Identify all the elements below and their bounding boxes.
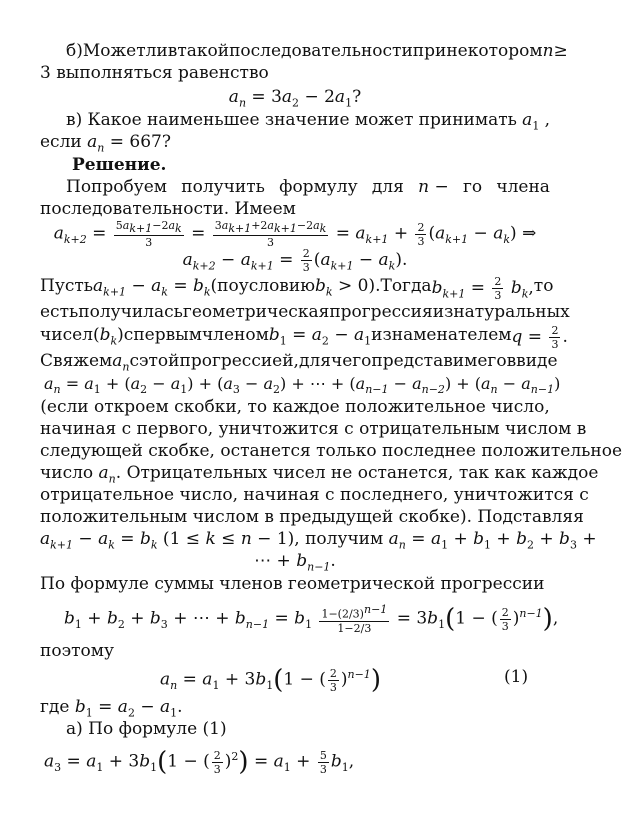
text-line-2: 3 выполняться равенство <box>40 63 269 83</box>
formula-line-15: $a_n = a_1 + (a_2 - a_1) + (a_3 - a_2)$ + ⋯ + $(a_{n-1} - a_{n-2}) + (a_n - a_{n-1})$ <box>44 374 561 397</box>
text-line-17: начиная с первого, уничтожится с отрицательным числом в <box>40 419 587 439</box>
formula-line-25: $b_1 + b_2 + b_3$ + ⋯ + $b_{n-1} = b_1$ $\frac{1-(2/3)^{n-1}}{1-2/3}$ = $3b_1(1$ − ( $\frac{2}{3}$ )$^{n-1}$), <box>64 603 559 635</box>
solution-heading: Решение. <box>72 155 167 175</box>
text-line-1: б) Может ли в такой последовательности при некотором n≥ <box>66 41 568 61</box>
text-line-21: положительным числом в предыдущей скобке). Подставляя <box>40 507 584 527</box>
formula-line-10: $a_{k+2} - a_{k+1}$ = $\frac{2}{3}$ $(a_{k+1} - a_k)$. <box>182 247 408 274</box>
equation-number: (1) <box>504 667 529 687</box>
formula-line-9: $a_{k+2}$ = $\frac{5a_{k+1}-2a_k}{3}$ = $\frac{3a_{k+1}+2a_{k+1}-2a_k}{3}$ = $a_{k+1}$ + $\frac{2}{3}$ $(a_{k+1} - a_k)$ ⇒ <box>53 219 537 250</box>
text-line-12: есть получилась геометрическая прогрессия из натуральных <box>40 302 570 322</box>
text-line-13: чисел $(b_k)$ с первым членом $b_1 = a_2 - a_1$ и знаменателем q = $\frac{2}{3}$ . <box>40 324 568 351</box>
text-line-14: Свяжем $a_n$ с этой прогрессией, для чего представим его в виде <box>40 351 558 374</box>
text-line-11: Пусть $a_{k+1} - a_k = b_k$ (по условию $b_k > 0$). Тогда $b_{k+1}$ = $\frac{2}{3}$ $b_k$, то <box>40 275 554 302</box>
text-line-29: а) По формуле (1) <box>66 719 227 739</box>
formula-line-27: $a_n = a_1 + 3b_1(1$ − ( $\frac{2}{3}$ )$^{n-1}$) <box>160 665 381 696</box>
text-line-19: число $a_n$. Отрицательных чисел не останется, так как каждое <box>40 463 599 486</box>
text-line-4: в) Какое наименьшее значение может принимать $a_1$ , <box>66 110 550 133</box>
text-line-7: Попробуем получить формулу для n − го члена <box>66 177 550 197</box>
formula-line-3: $a_n = 3a_2 - 2a_1$? <box>228 87 362 110</box>
text-line-28: где $b_1 = a_2 - a_1$. <box>40 697 183 720</box>
text-line-24: По формуле суммы членов геометрической прогрессии <box>40 574 545 594</box>
formula-line-22: $a_{k+1} - a_k = b_k$ (1 ≤ k ≤ n − 1), получим $a_n = a_1 + b_1 + b_2 + b_3$ + <box>40 529 597 552</box>
text-line-20: отрицательное число, начиная с последнего, уничтожится с <box>40 485 589 505</box>
text-line-18: следующей скобке, останется только последнее положительное <box>40 441 622 461</box>
formula-line-30: $a_3 = a_1 + 3b_1(1$ − ( $\frac{2}{3}$ )$^2) = a_1$ + $\frac{5}{3}$ $b_1$, <box>44 747 355 778</box>
text-line-8: последовательности. Имеем <box>40 199 296 219</box>
text-line-16: (если откроем скобки, то каждое положительное число, <box>40 397 550 417</box>
text-line-26: поэтому <box>40 641 114 661</box>
formula-line-23: ⋯ + $b_{n-1}$. <box>254 551 336 574</box>
text-line-5: если $a_n = 667$? <box>40 132 171 155</box>
